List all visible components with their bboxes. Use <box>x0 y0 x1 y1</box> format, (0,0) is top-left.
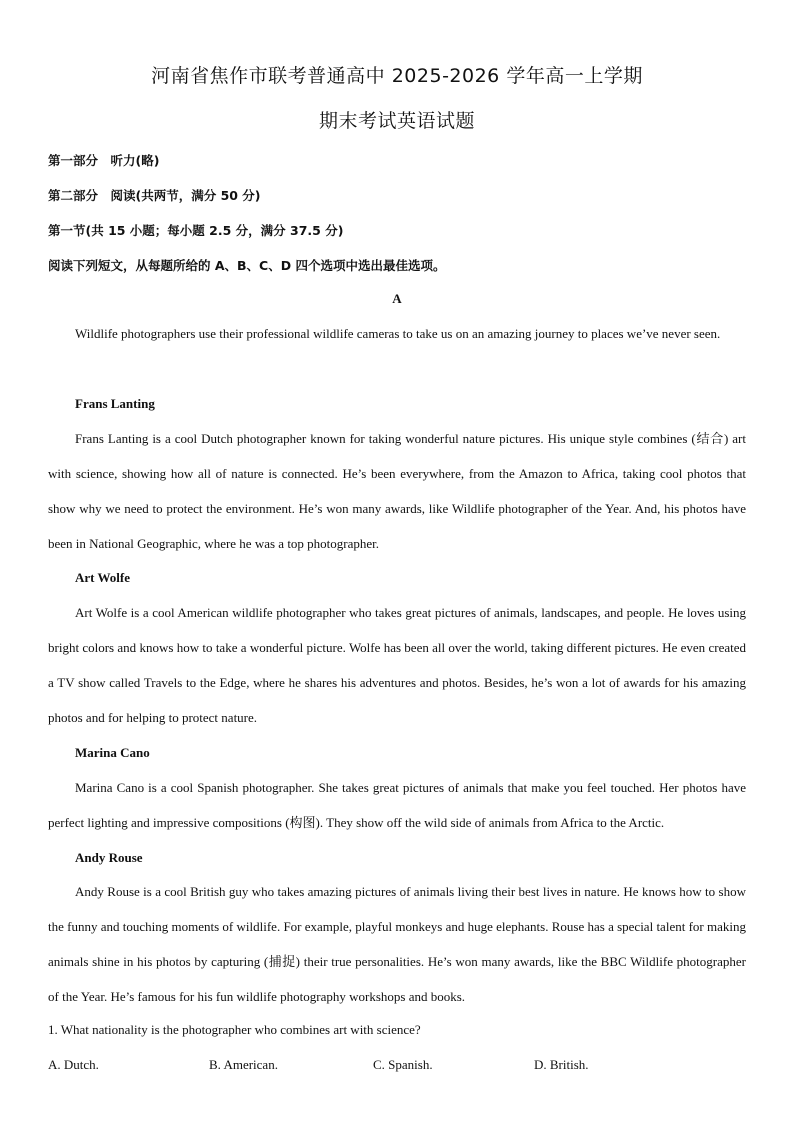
photographer-name: Andy Rouse <box>75 850 143 865</box>
passage-label: A <box>392 291 402 306</box>
passage-intro: Wildlife photographers use their professional wildlife cameras to take us on an amazing journey to places we’ve never seen. <box>75 326 721 341</box>
section1-heading: 第一节(共 15 小题；每小题 2.5 分，满分 37.5 分) <box>48 223 344 238</box>
photographer-paragraph: Andy Rouse is a cool British guy who takes amazing pictures of animals living their best lives in nature. He knows how to show the funny and touching moments of wildlife. For example, playful monkeys and huge elephants. Rouse has a special talent for making animals shine in his photos by capturing (捕捉) their true personalities. He’s won many awards, like the BBC Wildlife photographer of the Year. He’s famous for his fun wildlife photography workshops and books. <box>48 884 746 1004</box>
photographer-paragraph: Frans Lanting is a cool Dutch photographer known for taking wonderful nature pictures. His unique style combines (结合) art with science, showing how all of nature is connected. He’s been everywhere, from the Amazon to Africa, taking cool photos that show why we need to protect the environment. He’s won many awards, like Wildlife photographer of the Year. And, his photos have been in National Geographic, where he was a top photographer. <box>48 431 746 551</box>
photographer-name: Art Wolfe <box>75 570 130 585</box>
exam-title-line1: 河南省焦作市联考普通高中 2025-2026 学年高一上学期 <box>151 65 643 87</box>
part1-heading: 第一部分 听力(略) <box>48 153 160 168</box>
option-a[interactable]: A. Dutch. <box>48 1057 99 1072</box>
part2-heading: 第二部分 阅读(共两节，满分 50 分) <box>48 188 261 203</box>
photographer-name: Marina Cano <box>75 745 150 760</box>
option-c[interactable]: C. Spanish. <box>373 1057 433 1072</box>
option-d[interactable]: D. British. <box>534 1057 589 1072</box>
photographer-paragraph: Art Wolfe is a cool American wildlife photographer who takes great pictures of animals, landscapes, and people. He loves using bright colors and knows how to take a wonderful picture. Wolfe has been all over the world, taking different pictures. He even created a TV show called Travels to the Edge, where he shares his adventures and photos. Besides, he’s won a lot of awards for his amazing photos and for helping to protect nature. <box>48 605 746 725</box>
photographer-name: Frans Lanting <box>75 396 155 411</box>
option-b[interactable]: B. American. <box>209 1057 278 1072</box>
exam-title-line2: 期末考试英语试题 <box>318 110 475 132</box>
question-1: 1. What nationality is the photographer who combines art with science? <box>48 1022 421 1037</box>
photographer-paragraph: Marina Cano is a cool Spanish photographer. She takes great pictures of animals that make you feel touched. Her photos have perfect lighting and impressive compositions (构图). They show off the wild side of animals from Africa to the Arctic. <box>48 780 746 830</box>
instruction-text: 阅读下列短文，从每题所给的 A、B、C、D 四个选项中选出最佳选项。 <box>48 258 446 273</box>
